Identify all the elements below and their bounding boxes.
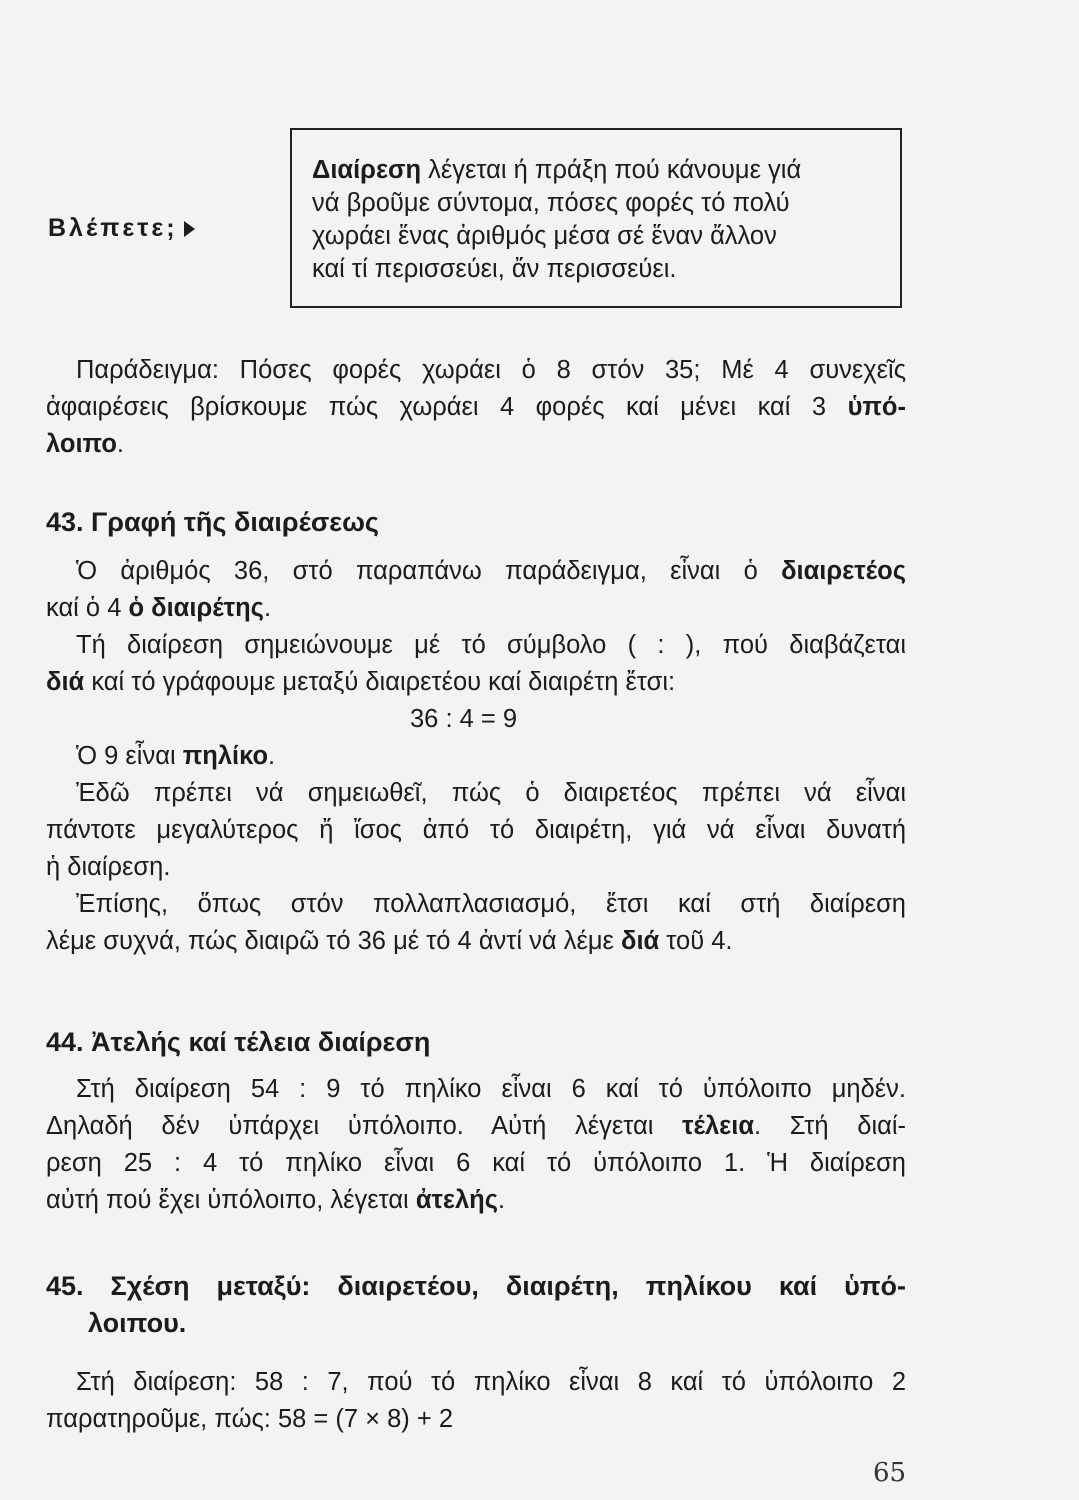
page-number: 65	[873, 1458, 907, 1488]
section-43-line-11-text: λέμε συχνά, πώς διαιρῶ τό 36 μέ τό 4 ἀντί νά λέμε	[46, 927, 621, 955]
section-43-line-11-end: τοῦ 4.	[659, 927, 733, 955]
example-line-3	[46, 426, 906, 463]
section-44-line-2-text: Δηλαδή δέν ὑπάρχει ὑπόλοιπο. Αὐτή λέγεται	[46, 1112, 683, 1140]
section-43-line-10: Ἐπίσης, ὅπως στόν πολλαπλασιασμό, ἔτσι καί στή διαίρεση	[76, 890, 906, 918]
example-line-2-text: ἀφαιρέσεις βρίσκουμε πώς χωράει 4 φορές καί μένει καί 3	[46, 393, 848, 421]
section-43-line-4	[46, 664, 906, 701]
section-44	[46, 1024, 906, 1219]
quotient-line-text: Ὁ 9 εἶναι	[76, 742, 183, 770]
section-43-line-9: ἡ διαίρεση.	[46, 853, 171, 881]
section-43-line-2-end: .	[263, 594, 272, 622]
arrow-right-icon	[184, 221, 195, 237]
example-paragraph	[46, 352, 906, 463]
quotient-line	[46, 738, 906, 775]
definition-line-2: νά βροῦμε σύντομα, πόσες φορές τό πολύ	[312, 189, 790, 217]
definition-line-1	[312, 154, 886, 187]
section-45-line-2: παρατηροῦμε, πώς: 58 = (7 × 8) + 2	[46, 1405, 454, 1433]
section-44-line-1: Στή διαίρεση 54 : 9 τό πηλίκο εἶναι 6 καί τό ὑπόλοιπο μηδέν.	[76, 1075, 906, 1103]
section-44-line-4	[46, 1182, 906, 1219]
section-43-line-1-text: Ὁ ἀριθμός 36, στό παραπάνω παράδειγμα, εἶναι ὁ	[76, 557, 782, 585]
definition-term: Διαίρεση	[312, 156, 422, 184]
section-43-line-11	[46, 923, 906, 960]
dia-term-2: διά	[620, 927, 660, 955]
example-remainder-term-start: ὑπό-	[847, 393, 906, 421]
definition-box	[290, 128, 902, 308]
section-45-line-1: Στή διαίρεση: 58 : 7, πού τό πηλίκο εἶναι 8 καί τό ὑπόλοιπο 2	[76, 1368, 906, 1396]
definition-line-1-text: λέγεται ή πράξη πού κάνουμε γιά	[421, 156, 802, 184]
section-43-line-7: Ἐδῶ πρέπει νά σημειωθεῖ, πώς ὁ διαιρετέος πρέπει νά εἶναι	[76, 779, 906, 807]
section-43-line-1	[46, 553, 906, 590]
section-43-line-8: πάντοτε μεγαλύτερος ἤ ἴσος ἀπό τό διαιρέτη, γιά νά εἶναι δυνατή	[46, 816, 906, 844]
dividend-term: διαιρετέος	[781, 557, 906, 585]
section-43-line-3: Τή διαίρεση σημειώνουμε μέ τό σύμβολο ( : ), πού διαβάζεται	[76, 631, 906, 659]
example-line-3-end: .	[116, 430, 125, 458]
section-45-heading-line-2: λοιπου.	[88, 1308, 187, 1338]
division-equation: 36 : 4 = 9	[410, 705, 518, 733]
section-43-line-2-text: καί ὁ 4	[46, 594, 129, 622]
section-43-heading: 43. Γραφή τῆς διαιρέσεως	[46, 507, 379, 537]
section-44-line-4-text: αὐτή πού ἔχει ὑπόλοιπο, λέγεται	[46, 1186, 416, 1214]
section-45	[46, 1268, 906, 1438]
example-line-2	[46, 389, 906, 426]
section-45-heading-line-1: 45. Σχέση μεταξύ: διαιρετέου, διαιρέτη, πηλίκου καί ὑπό-	[46, 1271, 906, 1301]
section-44-line-4-end: .	[498, 1186, 506, 1214]
section-44-line-2-end: . Στή διαί-	[754, 1112, 907, 1140]
section-43-line-4-text: καί τό γράφουμε μεταξύ διαιρετέου καί διαιρέτη ἔτσι:	[84, 668, 676, 696]
definition-line-4: καί τί περισσεύει, ἄν περισσεύει.	[312, 255, 677, 283]
divisor-term: ὁ διαιρέτης	[128, 594, 264, 622]
complete-term: τέλεια	[682, 1112, 754, 1140]
section-43	[46, 504, 906, 960]
section-43-line-2	[46, 590, 906, 627]
dia-term: διά	[46, 668, 85, 696]
quotient-term: πηλίκο	[182, 742, 269, 770]
see-label	[48, 214, 195, 243]
quotient-line-end: .	[268, 742, 276, 770]
section-44-line-3: ρεση 25 : 4 τό πηλίκο εἶναι 6 καί τό ὑπόλοιπο 1. Ἡ διαίρεση	[46, 1149, 906, 1177]
definition-line-3: χωράει ἕνας ἀριθμός μέσα σέ ἕναν ἄλλον	[312, 222, 777, 250]
incomplete-term: ἀτελής	[415, 1186, 498, 1214]
example-remainder-term-end: λοιπο	[46, 430, 117, 458]
see-label-text: Βλέπετε;	[48, 214, 178, 242]
example-line-1: Παράδειγμα: Πόσες φορές χωράει ὁ 8 στόν 35; Μέ 4 συνεχεῖς	[76, 356, 906, 384]
section-44-heading: 44. Ἀτελής καί τέλεια διαίρεση	[46, 1027, 431, 1057]
section-44-line-2	[46, 1108, 906, 1145]
